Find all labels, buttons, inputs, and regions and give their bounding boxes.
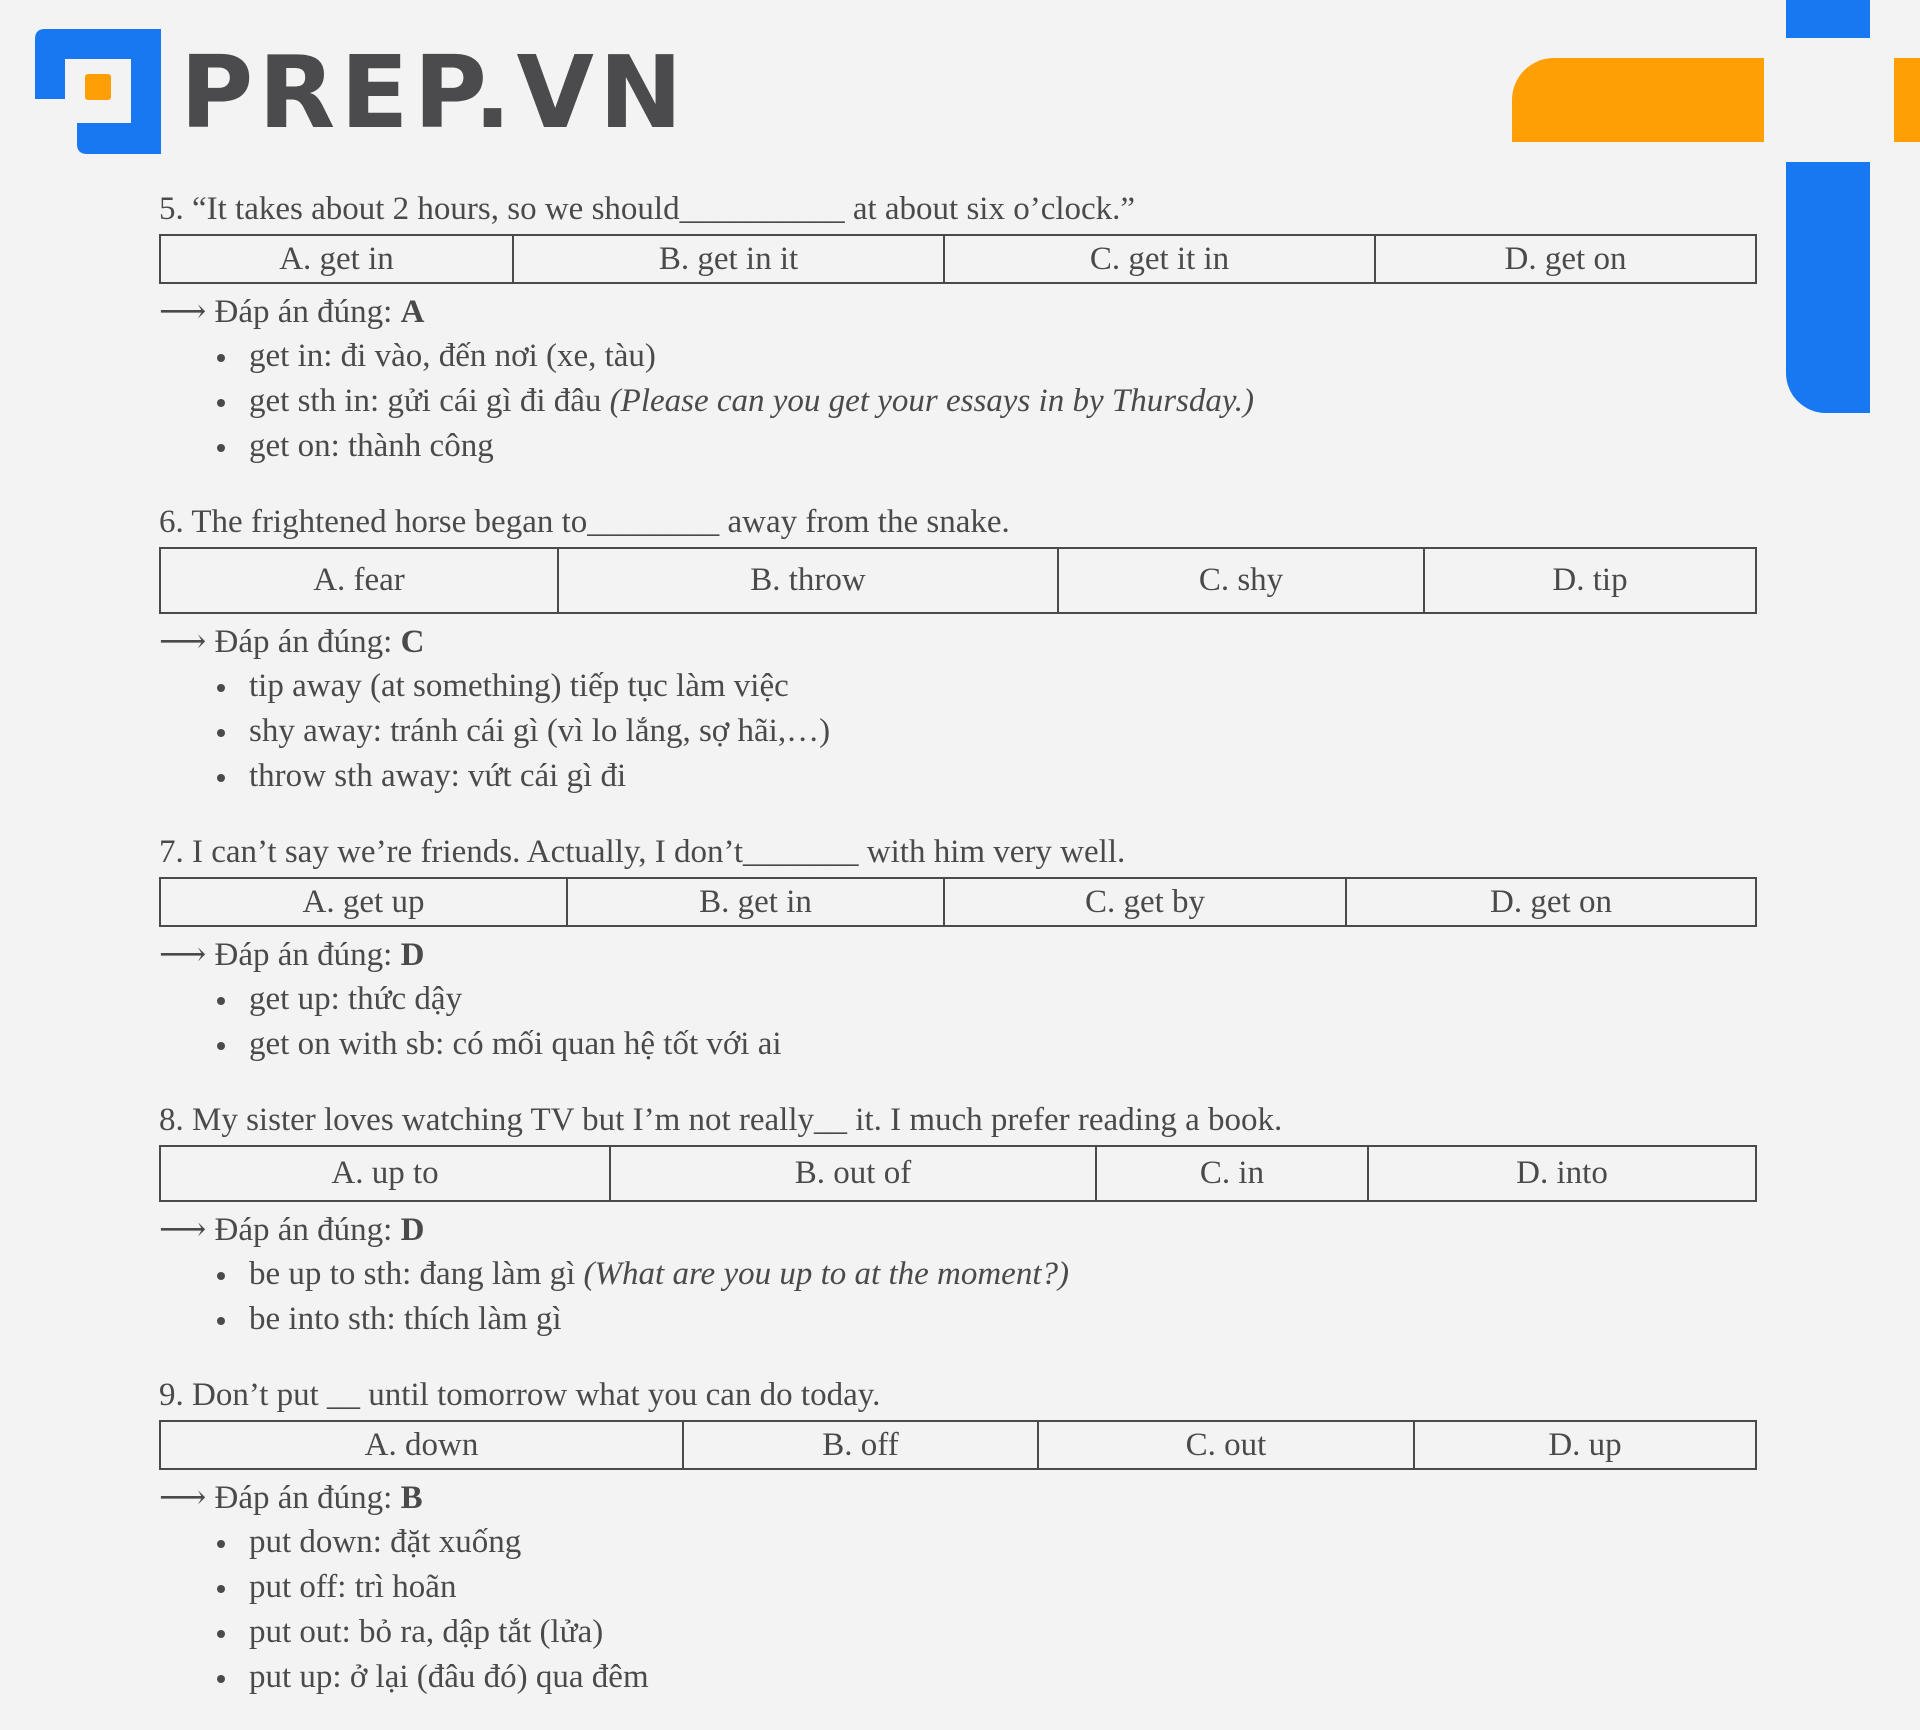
question-prompt: 5. “It takes about 2 hours, so we should__________ at about six o’clock.” <box>159 191 1136 227</box>
options-table <box>159 547 1757 614</box>
option-b: B. get in <box>567 878 944 926</box>
correct-answer <box>159 1208 1755 1252</box>
explanation-item: tip away (at something) tiếp tục làm việc <box>217 664 1755 709</box>
prep-logo-icon <box>35 29 161 154</box>
question-prompt: 7. I can’t say we’re friends. Actually, I don’t_______ with him very well. <box>159 834 1126 870</box>
question-7 <box>159 829 1755 1067</box>
decorative-blue-bar <box>1786 162 1870 413</box>
option-c: C. get by <box>944 878 1346 926</box>
option-d: D. tip <box>1424 548 1756 613</box>
example-sentence: (Please can you get your essays in by Thursday.) <box>609 383 1254 419</box>
option-a: A. get in <box>160 235 513 283</box>
explanation-item: get up: thức dậy <box>217 977 1755 1022</box>
explanation-list <box>159 1252 1755 1342</box>
explanation-list <box>159 1520 1755 1700</box>
question-prompt: 9. Don’t put __ until tomorrow what you can do today. <box>159 1377 881 1413</box>
answer-label: ⟶ Đáp án đúng: <box>159 937 401 973</box>
option-c: C. in <box>1096 1146 1368 1201</box>
option-b: B. get in it <box>513 235 944 283</box>
option-a: A. fear <box>160 548 558 613</box>
question-5 <box>159 186 1755 469</box>
option-a: A. get up <box>160 878 567 926</box>
answer-letter: D <box>400 1212 425 1248</box>
correct-answer <box>159 933 1755 977</box>
option-b: B. throw <box>558 548 1058 613</box>
explanation-list <box>159 977 1755 1067</box>
options-table <box>159 1145 1757 1202</box>
decorative-orange-bar-edge <box>1894 58 1920 142</box>
exercise-content <box>159 186 1755 1730</box>
answer-label: ⟶ Đáp án đúng: <box>159 1480 401 1516</box>
correct-answer <box>159 620 1755 664</box>
brand-name: PREP.VN <box>180 34 688 151</box>
options-table <box>159 877 1757 927</box>
question-prompt: 6. The frightened horse began to________ away from the snake. <box>159 504 1010 540</box>
explanation-item: put out: bỏ ra, dập tắt (lửa) <box>217 1610 1755 1655</box>
question-6 <box>159 499 1755 799</box>
explanation-list <box>159 334 1755 469</box>
option-d: D. into <box>1368 1146 1756 1201</box>
answer-label: ⟶ Đáp án đúng: <box>159 1212 401 1248</box>
explanation-item: put off: trì hoãn <box>217 1565 1755 1610</box>
option-a: A. down <box>160 1421 683 1469</box>
explanation-item: get on with sb: có mối quan hệ tốt với ai <box>217 1022 1755 1067</box>
option-c: C. shy <box>1058 548 1424 613</box>
option-c: C. get it in <box>944 235 1375 283</box>
correct-answer <box>159 290 1755 334</box>
explanation-item: be into sth: thích làm gì <box>217 1297 1755 1342</box>
option-b: B. out of <box>610 1146 1096 1201</box>
explanation-item: throw sth away: vứt cái gì đi <box>217 754 1755 799</box>
answer-letter: D <box>400 937 425 973</box>
question-8 <box>159 1097 1755 1342</box>
answer-label: ⟶ Đáp án đúng: <box>159 294 401 330</box>
options-table <box>159 1420 1757 1470</box>
option-a: A. up to <box>160 1146 610 1201</box>
correct-answer <box>159 1476 1755 1520</box>
answer-letter: B <box>400 1480 423 1516</box>
explanation-item: get in: đi vào, đến nơi (xe, tàu) <box>217 334 1755 379</box>
decorative-blue-bar-top <box>1786 0 1870 38</box>
explanation-item: shy away: tránh cái gì (vì lo lắng, sợ hãi,…) <box>217 709 1755 754</box>
option-d: D. up <box>1414 1421 1756 1469</box>
option-c: C. out <box>1038 1421 1414 1469</box>
question-9 <box>159 1372 1755 1700</box>
option-d: D. get on <box>1346 878 1756 926</box>
option-d: D. get on <box>1375 235 1756 283</box>
answer-letter: C <box>400 624 425 660</box>
decorative-orange-bar <box>1512 58 1764 142</box>
answer-letter: A <box>400 294 425 330</box>
options-table <box>159 234 1757 284</box>
answer-label: ⟶ Đáp án đúng: <box>159 624 401 660</box>
explanation-item: get sth in: gửi cái gì đi đâu (Please can you get your essays in by Thursday.) <box>217 379 1755 424</box>
explanation-item: put down: đặt xuống <box>217 1520 1755 1565</box>
explanation-item: get on: thành công <box>217 424 1755 469</box>
example-sentence: (What are you up to at the moment?) <box>583 1256 1069 1292</box>
option-b: B. off <box>683 1421 1038 1469</box>
question-prompt: 8. My sister loves watching TV but I’m not really__ it. I much prefer reading a book. <box>159 1102 1283 1138</box>
explanation-item: put up: ở lại (đâu đó) qua đêm <box>217 1655 1755 1700</box>
explanation-list <box>159 664 1755 799</box>
explanation-item: be up to sth: đang làm gì (What are you up to at the moment?) <box>217 1252 1755 1297</box>
